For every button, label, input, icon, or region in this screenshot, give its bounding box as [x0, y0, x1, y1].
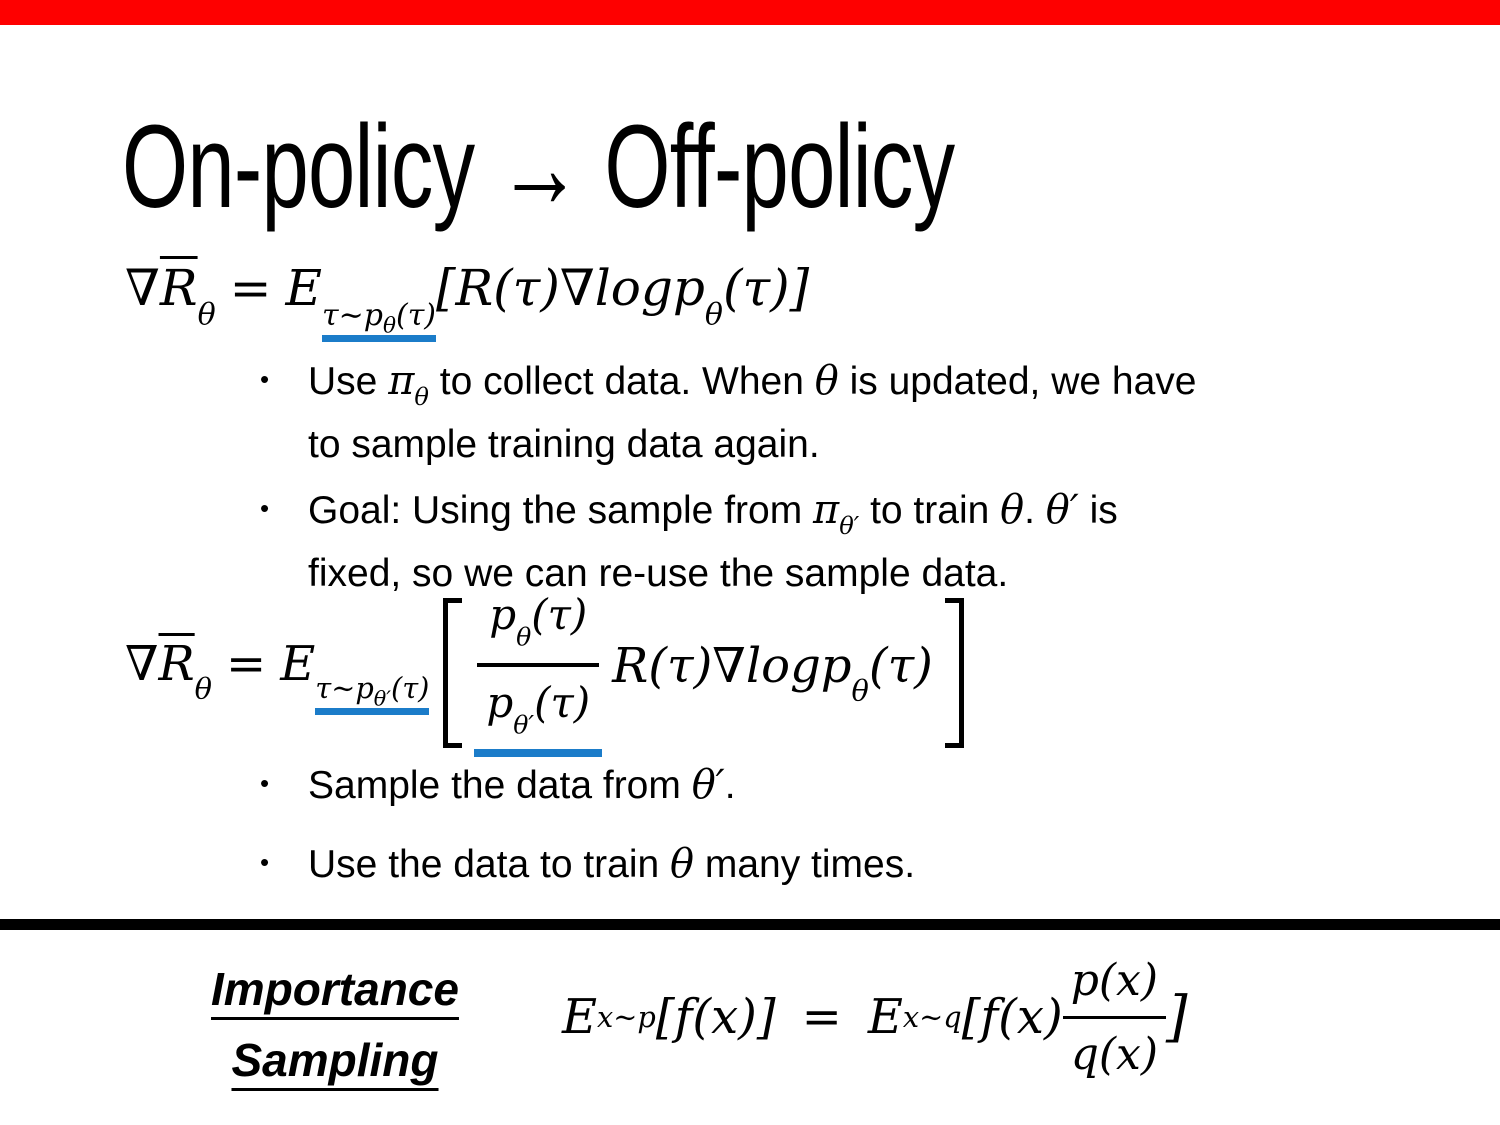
bullet-line — [308, 481, 1118, 545]
equals-sign: = — [229, 259, 272, 317]
expectation-symbol: E — [867, 989, 903, 1046]
theta-subscript: θ — [194, 671, 212, 706]
bullet-item — [260, 481, 1420, 602]
expectation-symbol: E — [280, 635, 316, 692]
text-run: Sample the data from — [308, 764, 692, 807]
theta-symbol: θ — [814, 358, 839, 404]
bullet-line — [308, 352, 1196, 416]
formula-off-policy-gradient — [125, 588, 964, 757]
fraction-denominator — [474, 667, 602, 742]
math-run: p — [486, 678, 514, 728]
left-bracket — [443, 598, 462, 748]
theta-prime-subscript: θ′ — [513, 710, 535, 740]
text-run: is updated, we have — [838, 360, 1197, 403]
math-run: (τ) — [868, 638, 933, 695]
p-over-q-fraction — [1063, 952, 1166, 1083]
formula-left-part — [125, 633, 429, 713]
theta-prime-subscript: θ′ — [373, 686, 391, 711]
importance-sampling-label — [172, 954, 498, 1097]
equals-sign: = — [226, 635, 267, 692]
label-line: Importance — [211, 963, 459, 1015]
formula-body — [612, 635, 933, 710]
bullet-text — [308, 481, 1118, 602]
label-line: Sampling — [231, 1034, 439, 1087]
math-run: [R(τ)∇logp — [436, 259, 705, 317]
theta-subscript: θ — [197, 297, 216, 333]
theta-prime-symbol: θ′ — [1045, 487, 1079, 534]
math-run: (τ) — [396, 297, 437, 333]
nabla-symbol: ∇ — [125, 259, 160, 317]
importance-weight-fraction — [474, 588, 602, 757]
bullet-list-top — [260, 352, 1420, 611]
importance-sampling-formula — [562, 952, 1188, 1083]
text-run: Use — [308, 360, 389, 403]
theta-prime-symbol: θ′ — [691, 762, 725, 808]
text-run: is — [1078, 489, 1118, 533]
bullet-item — [260, 352, 1420, 473]
fraction-numerator — [477, 588, 599, 667]
expectation-symbol: E — [562, 989, 598, 1046]
theta-subscript: θ — [851, 673, 869, 708]
x-sim-q-subscript: x∼q — [902, 999, 962, 1034]
math-run: (τ) — [531, 590, 588, 639]
fraction-denominator: q(x) — [1070, 1029, 1159, 1081]
text-run: Goal: Using the sample from — [308, 489, 814, 533]
pi-symbol: π — [813, 487, 840, 534]
math-run: [f(x)] — [655, 989, 776, 1046]
expectation-subscript-underlined — [322, 299, 436, 342]
horizontal-divider — [0, 919, 1500, 930]
text-run: Use the data to train — [308, 842, 671, 886]
theta-subscript: θ — [414, 382, 429, 411]
text-run: to collect data. When — [428, 360, 815, 403]
bullet-marker: • — [260, 364, 270, 394]
right-bracket — [945, 598, 964, 748]
bullet-text — [308, 352, 1196, 473]
text-run: . — [1024, 489, 1046, 533]
pi-symbol: π — [388, 358, 415, 404]
text-run: to sample training data again. — [308, 422, 820, 466]
math-run: (τ)] — [722, 259, 810, 317]
r-bar-symbol: $\overline{R}$ — [158, 635, 195, 692]
top-red-strip — [0, 0, 1500, 25]
equals-sign: = — [801, 989, 842, 1046]
bullet-text — [308, 835, 915, 894]
slide-title: On-policy → Off-policy — [122, 101, 955, 233]
bullet-item — [260, 835, 1260, 894]
theta-subscript: θ — [516, 622, 532, 652]
bullet-item — [260, 756, 1260, 815]
math-run: [f(x) — [961, 989, 1063, 1046]
math-run: τ∼p — [322, 297, 383, 333]
r-bar-symbol: $\overline{R}$ — [159, 259, 198, 317]
bullet-text — [308, 756, 736, 815]
closing-bracket: ] — [1166, 984, 1188, 1049]
bullet-marker: • — [260, 493, 270, 524]
text-run: many times. — [694, 842, 916, 886]
theta-symbol: θ — [670, 840, 694, 887]
formula-on-policy-gradient — [125, 256, 809, 340]
bullet-marker: • — [260, 768, 270, 798]
text-run: . — [724, 764, 736, 807]
bullet-marker: • — [260, 846, 270, 877]
theta-subscript: θ — [382, 313, 396, 339]
math-run: (τ) — [534, 678, 591, 728]
math-run: p — [489, 590, 517, 639]
theta-prime-subscript: θ′ — [839, 512, 860, 541]
theta-symbol: θ — [1000, 487, 1025, 534]
text-run: to train — [859, 489, 1001, 533]
expectation-symbol: E — [285, 259, 323, 317]
text-run: fixed, so we can re-use the sample data. — [308, 552, 1009, 596]
x-sim-p-subscript: x∼p — [597, 999, 656, 1034]
math-run: (τ) — [390, 671, 430, 706]
nabla-symbol: ∇ — [125, 635, 159, 692]
math-run: R(τ)∇logp — [612, 638, 852, 695]
fraction-numerator: p(x) — [1063, 952, 1166, 1019]
bullet-line — [308, 416, 1196, 474]
math-run: τ∼p — [315, 671, 374, 706]
expectation-subscript-underlined — [315, 673, 429, 715]
bullet-list-bottom — [260, 756, 1260, 914]
theta-subscript: θ — [704, 297, 723, 333]
